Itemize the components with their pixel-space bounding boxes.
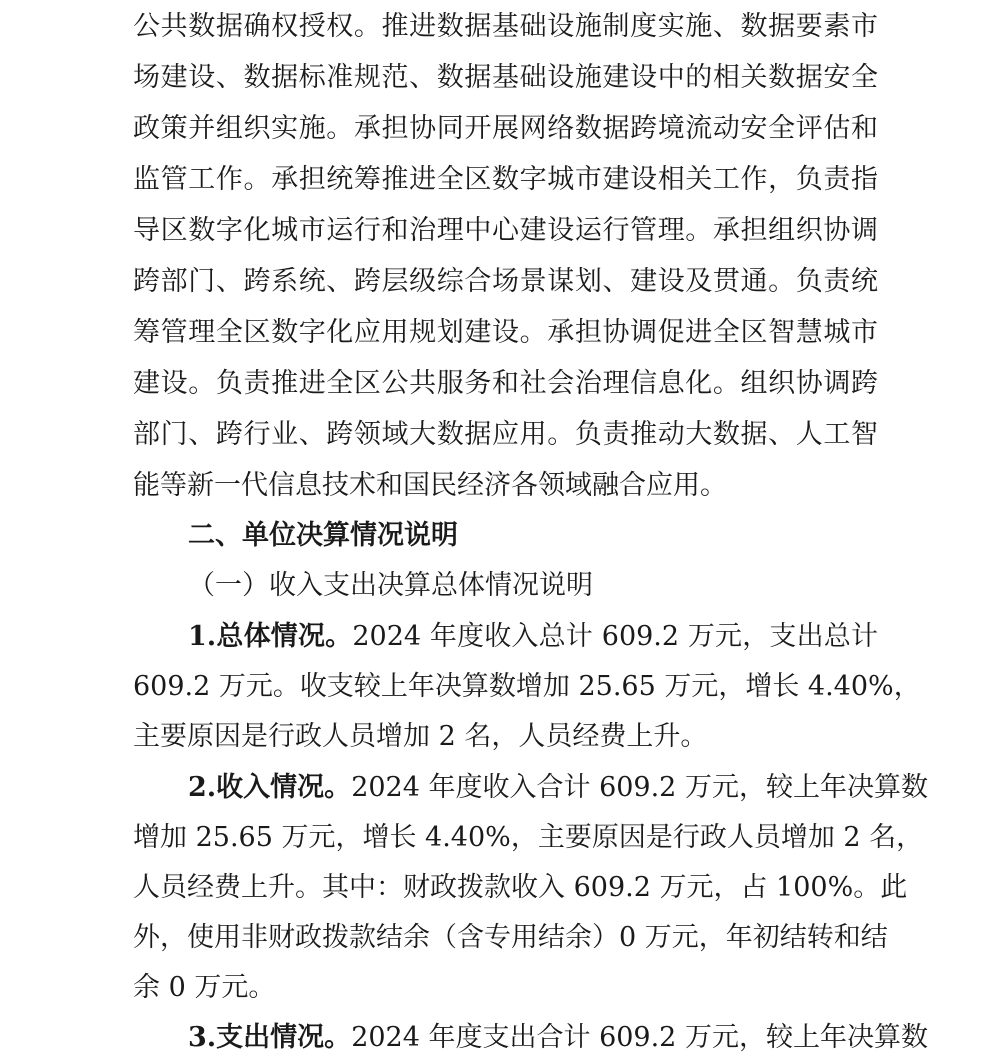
body-text-line: 监管工作。承担统筹推进全区数字城市建设相关工作，负责指 — [133, 164, 878, 195]
paragraph-income-line: 增加 25.65 万元，增长 4.40%，主要原因是行政人员增加 2 名， — [133, 822, 924, 853]
paragraph-overall-line: 主要原因是行政人员增加 2 名，人员经费上升。 — [133, 721, 708, 752]
paragraph-income-line — [188, 771, 928, 805]
paragraph-text: 2024 年度支出合计 609.2 万元，较上年决算数 — [351, 1022, 928, 1053]
paragraph-text: 2024 年度收入合计 609.2 万元，较上年决算数 — [351, 772, 928, 803]
body-text-line: 建设。负责推进全区公共服务和社会治理信息化。组织协调跨 — [133, 368, 878, 399]
body-text-line: 政策并组织实施。承担协同开展网络数据跨境流动安全评估和 — [133, 113, 878, 144]
paragraph-lead: 2.收入情况。 — [188, 772, 352, 803]
paragraph-lead: 3.支出情况。 — [188, 1022, 352, 1053]
body-text-line: 能等新一代信息技术和国民经济各领域融合应用。 — [133, 470, 727, 501]
body-text-line: 筹管理全区数字化应用规划建设。承担协调促进全区智慧城市 — [133, 317, 878, 348]
paragraph-income-line: 人员经费上升。其中：财政拨款收入 609.2 万元，占 100%。此 — [133, 872, 908, 903]
subsection-heading: （一）收入支出决算总体情况说明 — [188, 570, 593, 601]
paragraph-overall-line — [188, 620, 878, 654]
body-text-line: 跨部门、跨系统、跨层级综合场景谋划、建设及贯通。负责统 — [133, 266, 878, 297]
paragraph-expense-line — [188, 1021, 928, 1055]
paragraph-lead: 1.总体情况。 — [188, 621, 353, 652]
paragraph-text: 2024 年度收入总计 609.2 万元，支出总计 — [352, 621, 878, 652]
body-text-line: 导区数字化城市运行和治理中心建设运行管理。承担组织协调 — [133, 215, 878, 246]
paragraph-income-line: 余 0 万元。 — [133, 972, 276, 1003]
body-text-line: 部门、跨行业、跨领域大数据应用。负责推动大数据、人工智 — [133, 419, 878, 450]
body-text-line: 场建设、数据标准规范、数据基础设施建设中的相关数据安全 — [133, 62, 878, 93]
paragraph-income-line: 外，使用非财政拨款结余（含专用结余）0 万元，年初结转和结 — [133, 922, 888, 953]
section-heading: 二、单位决算情况说明 — [188, 520, 458, 551]
body-text-line: 公共数据确权授权。推进数据基础设施制度实施、数据要素市 — [133, 11, 878, 42]
paragraph-overall-line: 609.2 万元。收支较上年决算数增加 25.65 万元，增长 4.40%， — [133, 671, 921, 702]
